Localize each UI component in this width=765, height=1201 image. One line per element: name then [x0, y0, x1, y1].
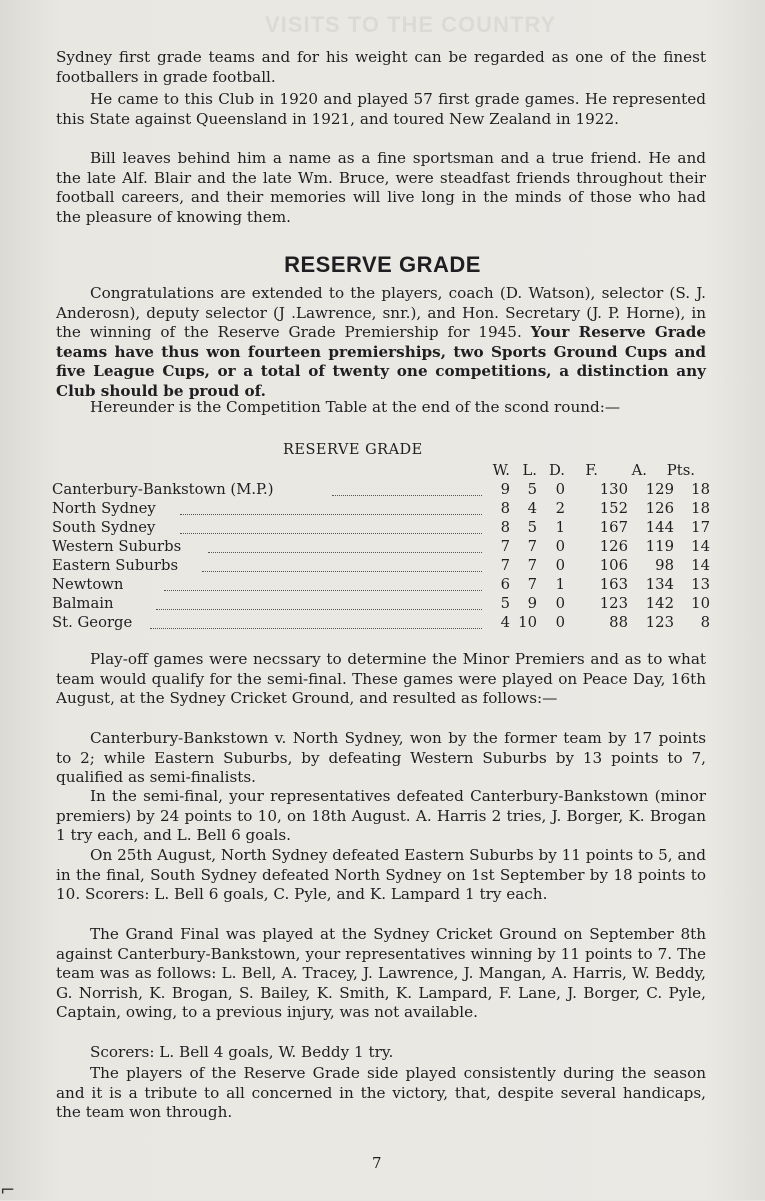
losses: 7 [527, 537, 537, 555]
team-name: South Sydney [52, 518, 156, 536]
losses: 7 [527, 556, 537, 574]
team-name: Balmain [52, 594, 114, 612]
header-l: L. [522, 462, 537, 479]
points-against: 98 [655, 556, 674, 574]
losses: 10 [518, 613, 537, 631]
wins: 5 [500, 594, 510, 612]
points: 18 [691, 480, 710, 498]
intro-paragraph-2: He came to this Club in 1920 and played 57 first grade games. He represented this State against Queensland in 1921, and toured New Zealand in 1922. [56, 90, 706, 128]
section-heading: RESERVE GRADE [284, 252, 481, 277]
points-against: 126 [645, 499, 674, 517]
table-title: RESERVE GRADE [283, 442, 423, 458]
points: 14 [691, 556, 710, 574]
corner-mark: ⌐ [0, 1180, 16, 1201]
wins: 4 [500, 613, 510, 631]
body-paragraph-2: Canterbury-Bankstown v. North Sydney, won by the former team by 17 points to 2; while Eastern Suburbs, by defeating Western Suburbs by 13 points to 7, qualified as semi-finalists. [56, 729, 706, 786]
points-for: 106 [599, 556, 628, 574]
body-paragraph-7: The players of the Reserve Grade side played consistently during the season and it is a tribute to all concerned in the victory, that, despite several handicaps, the team won through. [56, 1064, 706, 1121]
leader-dots [164, 589, 482, 591]
wins: 8 [500, 499, 510, 517]
points-for: 167 [599, 518, 628, 536]
bleed-through-text: VISITS TO THE COUNTRY [265, 12, 557, 37]
table-row [52, 576, 712, 594]
points-against: 129 [645, 480, 674, 498]
team-name: North Sydney [52, 499, 156, 517]
header-d: D. [548, 462, 565, 479]
team-name: Eastern Suburbs [52, 556, 179, 574]
points-for: 126 [599, 537, 628, 555]
table-header-row [52, 462, 712, 480]
points: 13 [691, 575, 710, 593]
draws: 0 [555, 613, 565, 631]
page-number: 7 [372, 1154, 382, 1172]
points-against: 123 [645, 613, 674, 631]
points: 17 [691, 518, 710, 536]
points: 14 [691, 537, 710, 555]
points-against: 142 [645, 594, 674, 612]
losses: 5 [527, 480, 537, 498]
team-name: Newtown [52, 575, 124, 593]
team-name: Canterbury-Bankstown (M.P.) [52, 480, 274, 498]
intro-paragraph-1: Sydney first grade teams and for his weight can be regarded as one of the finest footballers in grade football. [56, 48, 706, 86]
table-intro-paragraph: Hereunder is the Competition Table at the end of the scond round:— [90, 398, 621, 416]
points-for: 163 [599, 575, 628, 593]
table-row [52, 557, 712, 575]
table-row [52, 595, 712, 613]
header-w: W. [492, 462, 510, 479]
congrats-paragraph [56, 284, 706, 401]
leader-dots [150, 627, 482, 629]
leader-dots [202, 570, 482, 572]
losses: 4 [527, 499, 537, 517]
wins: 7 [500, 556, 510, 574]
header-pts: Pts. [666, 462, 695, 479]
leader-dots [332, 494, 482, 496]
leader-dots [180, 513, 482, 515]
congrats-bold-text: Your Reserve Grade teams have thus won fourteen premierships, two Sports Ground Cups and five League Cups, or a total of twenty one competitions, a distinction any Club should be proud of. [56, 323, 707, 400]
points-for: 152 [599, 499, 628, 517]
body-paragraph-6: Scorers: L. Bell 4 goals, W. Beddy 1 try. [90, 1043, 394, 1061]
congrats-text: Congratulations are extended to the players, coach (D. Watson), selector (S. J. Anderosn), deputy selector (J .Lawrence, snr.), and Hon. Secretary (J. P. Horne), in the winning of the Reserve Grade Premiership for 1945. [56, 284, 706, 341]
draws: 2 [555, 499, 565, 517]
wins: 7 [500, 537, 510, 555]
header-a: A. [631, 462, 647, 479]
body-paragraph-5: The Grand Final was played at the Sydney Cricket Ground on September 8th against Canterbury-Bankstown, your representatives winning by 11 points to 7. The team was as follows: L. Bell, A. Tracey, J. Lawrence, J. Mangan, A. Harris, W. Beddy, G. Norrish, K. Brogan, S. Bailey, K. Smith, K. Lampard, F. Lane, J. Borger, C. Pyle, Captain, owing, to a previous injury, was not available. [56, 925, 706, 1021]
team-name: Western Suburbs [52, 537, 182, 555]
wins: 8 [500, 518, 510, 536]
table-row [52, 481, 712, 499]
draws: 0 [555, 480, 565, 498]
table-row [52, 538, 712, 556]
draws: 0 [555, 537, 565, 555]
body-paragraph-4: On 25th August, North Sydney defeated Eastern Suburbs by 11 points to 5, and in the final, South Sydney defeated North Sydney on 1st September by 18 points to 10. Scorers: L. Bell 6 goals, C. Pyle, and K. Lampard 1 try each. [56, 846, 706, 903]
losses: 5 [527, 518, 537, 536]
draws: 0 [555, 556, 565, 574]
body-paragraph-1: Play-off games were necssary to determine the Minor Premiers and as to what team would qualify for the semi-final. These games were played on Peace Day, 16th August, at the Sydney Cricket Ground, and resulted as follows:— [56, 650, 706, 707]
draws: 1 [555, 575, 565, 593]
intro-paragraph-3: Bill leaves behind him a name as a fine sportsman and a true friend. He and the late Alf. Blair and the late Wm. Bruce, were steadfast friends throughout their football careers, and their memories will live long in the minds of those who had the pleasure of knowing them. [56, 149, 706, 226]
points-for: 130 [599, 480, 628, 498]
points-against: 144 [645, 518, 674, 536]
points-for: 123 [599, 594, 628, 612]
draws: 0 [555, 594, 565, 612]
points-against: 119 [645, 537, 674, 555]
leader-dots [156, 608, 482, 610]
body-paragraph-3: In the semi-final, your representatives defeated Canterbury-Bankstown (minor premiers) by 24 points to 10, on 18th August. A. Harris 2 tries, J. Borger, K. Brogan 1 try each, and L. Bell 6 goals. [56, 787, 706, 844]
table-row [52, 500, 712, 518]
leader-dots [180, 532, 482, 534]
losses: 7 [527, 575, 537, 593]
points: 8 [700, 613, 710, 631]
wins: 9 [500, 480, 510, 498]
header-f: F. [585, 462, 598, 479]
table-row [52, 519, 712, 537]
points-for: 88 [609, 613, 628, 631]
points-against: 134 [645, 575, 674, 593]
points: 18 [691, 499, 710, 517]
points: 10 [691, 594, 710, 612]
team-name: St. George [52, 613, 133, 631]
wins: 6 [500, 575, 510, 593]
draws: 1 [555, 518, 565, 536]
losses: 9 [527, 594, 537, 612]
table-row [52, 614, 712, 632]
leader-dots [208, 551, 482, 553]
